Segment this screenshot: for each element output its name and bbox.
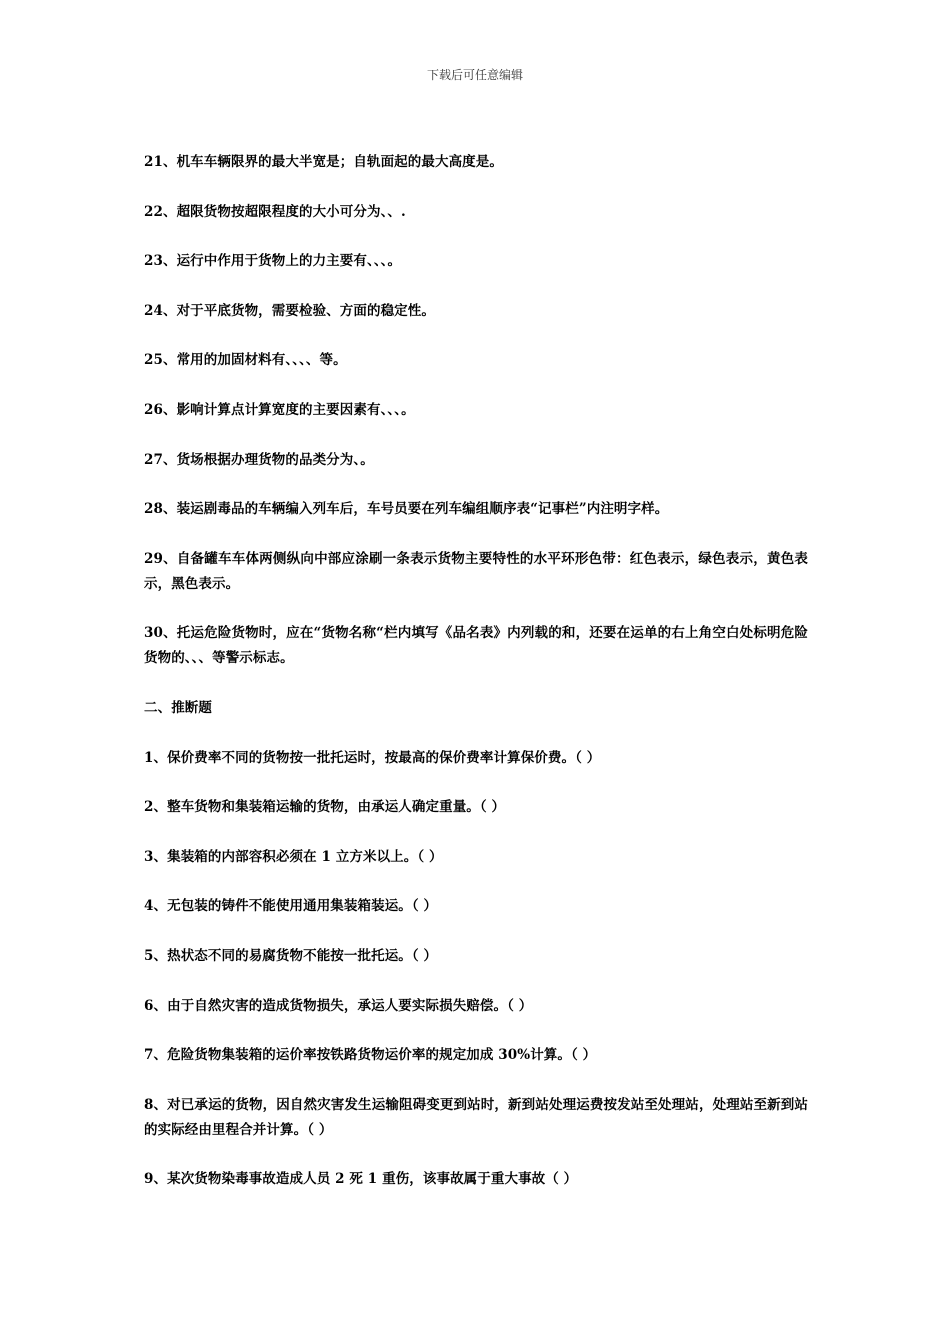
question-23: 23、运行中作用于货物上的力主要有、、、。 xyxy=(144,253,402,270)
section-heading-judgment: 二、推断题 xyxy=(144,699,212,716)
judgment-question-8: 8、对已承运的货物，因自然灾害发生运输阻碍变更到站时，新到站处理运费按发站至处理站，处理站至新到站的实际经由里程合并计算。（ ） xyxy=(144,1096,808,1138)
question-27: 27、货场根据办理货物的品类分为、。 xyxy=(144,451,374,468)
judgment-question-5: 5、热状态不同的易腐货物不能按一批托运。（ ） xyxy=(144,947,438,964)
question-28: 28、装运剧毒品的车辆编入列车后，车号员要在列车编组顺序表“记事栏”内注明字样。 xyxy=(144,501,669,518)
question-25: 25、常用的加固材料有、、、、等。 xyxy=(144,352,347,369)
judgment-question-7: 7、危险货物集装箱的运价率按铁路货物运价率的规定加成 30%计算。（ ） xyxy=(144,1047,597,1064)
judgment-question-6: 6、由于自然灾害的造成货物损失，承运人要实际损失赔偿。（ ） xyxy=(144,997,533,1014)
judgment-question-2: 2、整车货物和集装箱运输的货物，由承运人确定重量。（ ） xyxy=(144,799,506,816)
judgment-question-9: 9、某次货物染毒事故造成人员 2 死 1 重伤，该事故属于重大事故（ ） xyxy=(144,1171,578,1188)
document-body xyxy=(144,150,808,1217)
judgment-question-4: 4、无包装的铸件不能使用通用集装箱装运。（ ） xyxy=(144,898,438,915)
question-22: 22、超限货物按超限程度的大小可分为、、. xyxy=(144,203,406,220)
question-26: 26、影响计算点计算宽度的主要因素有、、、。 xyxy=(144,401,415,418)
question-21: 21、机车车辆限界的最大半宽是；自轨面起的最大高度是。 xyxy=(144,154,503,170)
header-note: 下载后可任意编辑 xyxy=(426,68,523,82)
judgment-question-3: 3、集装箱的内部容积必须在 1 立方米以上。（ ） xyxy=(144,848,443,865)
question-24: 24、对于平底货物，需要检验、方面的稳定性。 xyxy=(144,302,435,319)
question-29: 29、自备罐车车体两侧纵向中部应涂刷一条表示货物主要特性的水平环形色带：红色表示，绿色表示，黄色表示，黑色表示。 xyxy=(144,550,808,592)
judgment-question-1: 1、保价费率不同的货物按一批托运时，按最高的保价费率计算保价费。（ ） xyxy=(144,749,601,766)
question-30: 30、托运危险货物时，应在“货物名称“栏内填写《品名表》内列载的和，还要在运单的右上角空白处标明危险货物的、、、等警示标志。 xyxy=(144,625,808,667)
